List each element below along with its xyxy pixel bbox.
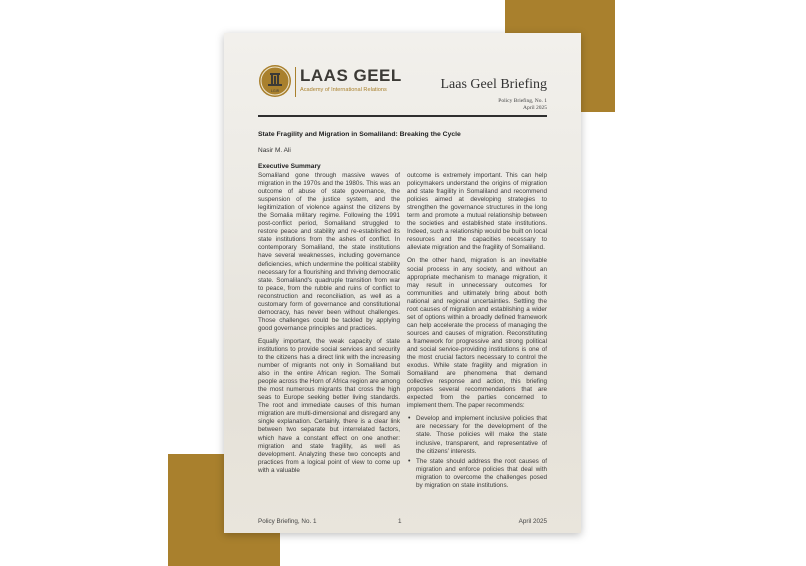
paragraph: outcome is extremely important. This can help policymakers understand the origins of migration and state fragility in Somaliland and recommend policies aimed at developing strategies to strengthen the governance structures in the long term and promote a mutual relationship between the societies and established state institutions. Indeed, such a relationship would be built on local resources and the capacities necessary to alleviate migration and the fragility of Somaliland. (407, 172, 548, 252)
left-column (258, 172, 400, 480)
logo-divider (295, 67, 296, 97)
list-item: • The state should address the root causes of migration and enforce policies that deal with migration to overcome the challenges posed by migration on state institutions. (407, 458, 547, 490)
briefing-date: April 2025 (523, 105, 547, 111)
paragraph: Somaliland gone through massive waves of migration in the 1970s and the 1980s. This was an outcome of abuse of state governance, the suspension of the justice system, and the legitimization of violence against the citizens by the Somalia military regime. Following the 1991 post-conflict period, Somaliland struggled to restore peace and stability and re-established its state institutions from the ashes of conflict. In contemporary Somaliland, the state institutions have several weaknesses, including governance deficiencies, which undermine the political stability necessary for a flourishing and thriving democratic state. Somaliland's quadruple transition from war to peace, from the rubble and ruins of conflict to reconstruction and reconciliation, as well as a customary form of governance and constitutional democracy, has never been without challenges. Those challenges could be tackled by applying good governance principles and practices. (258, 172, 400, 332)
section-heading: Executive Summary (258, 163, 321, 170)
logo-subtitle: Academy of International Relations (300, 87, 387, 93)
briefing-title: Laas Geel Briefing (440, 77, 547, 92)
logo-name: LAAS GEEL (300, 66, 402, 85)
laas-geel-emblem-icon (259, 65, 291, 97)
right-column (407, 172, 547, 492)
briefing-series: Policy Briefing, No. 1 (498, 98, 547, 104)
header-rule (258, 115, 547, 117)
list-item: • Develop and implement inclusive policies that are necessary for the development of the state. Those policies will make the state inclusive, transparent, and representative of the citizens' interests. (407, 415, 547, 455)
document-title: State Fragility and Migration in Somaliland: Breaking the Cycle (258, 131, 461, 138)
briefing-meta (498, 98, 547, 112)
footer-date: April 2025 (518, 518, 547, 525)
recommendation-list (407, 415, 547, 489)
author-name: Nasir M. Ali (258, 147, 291, 154)
document-page (224, 33, 581, 533)
page-footer (258, 518, 547, 527)
footer-series: Policy Briefing, No. 1 (258, 518, 317, 525)
paragraph: On the other hand, migration is an inevitable social process in any society, and without an appropriate mechanism to manage migration, it may result in unnecessary outcomes for communities and ultimately bring about both national and regional uncertainties. Settling the root causes of migration and establishing a wider set of options within a broadly defined framework can help accelerate the process of managing the sources and causes of migration. Reconstituting a framework for progressive and strong political and social service-providing institutions is one of the most crucial factors necessary to control the exodus. While state fragility and migration in Somaliland are phenomena that demand collective response and action, this briefing proposes several recommendations that are expected from the parties concerned to implement them. The paper recommends: (407, 257, 547, 410)
paragraph: Equally important, the weak capacity of state institutions to provide social services and security to the citizens has a direct link with the increasing number of migrants not only in Somaliland but also in the entire African region. The Somali people across the Horn of Africa region are among the most numerous migrants that cross the high seas to Europe seeking better living standards. The root and immediate causes of this human migration are multi-dimensional and disregard any single explanation. Certainly, there is a clear link between two separate but interrelated factors, which have a constant effect on one another: migration and state fragility, as well as development. Analyzing these two concepts and practices from a logical point of view to come up with a valuable (258, 337, 400, 474)
emblem-letters: LGIR (270, 89, 280, 93)
page-number: 1 (398, 518, 402, 525)
